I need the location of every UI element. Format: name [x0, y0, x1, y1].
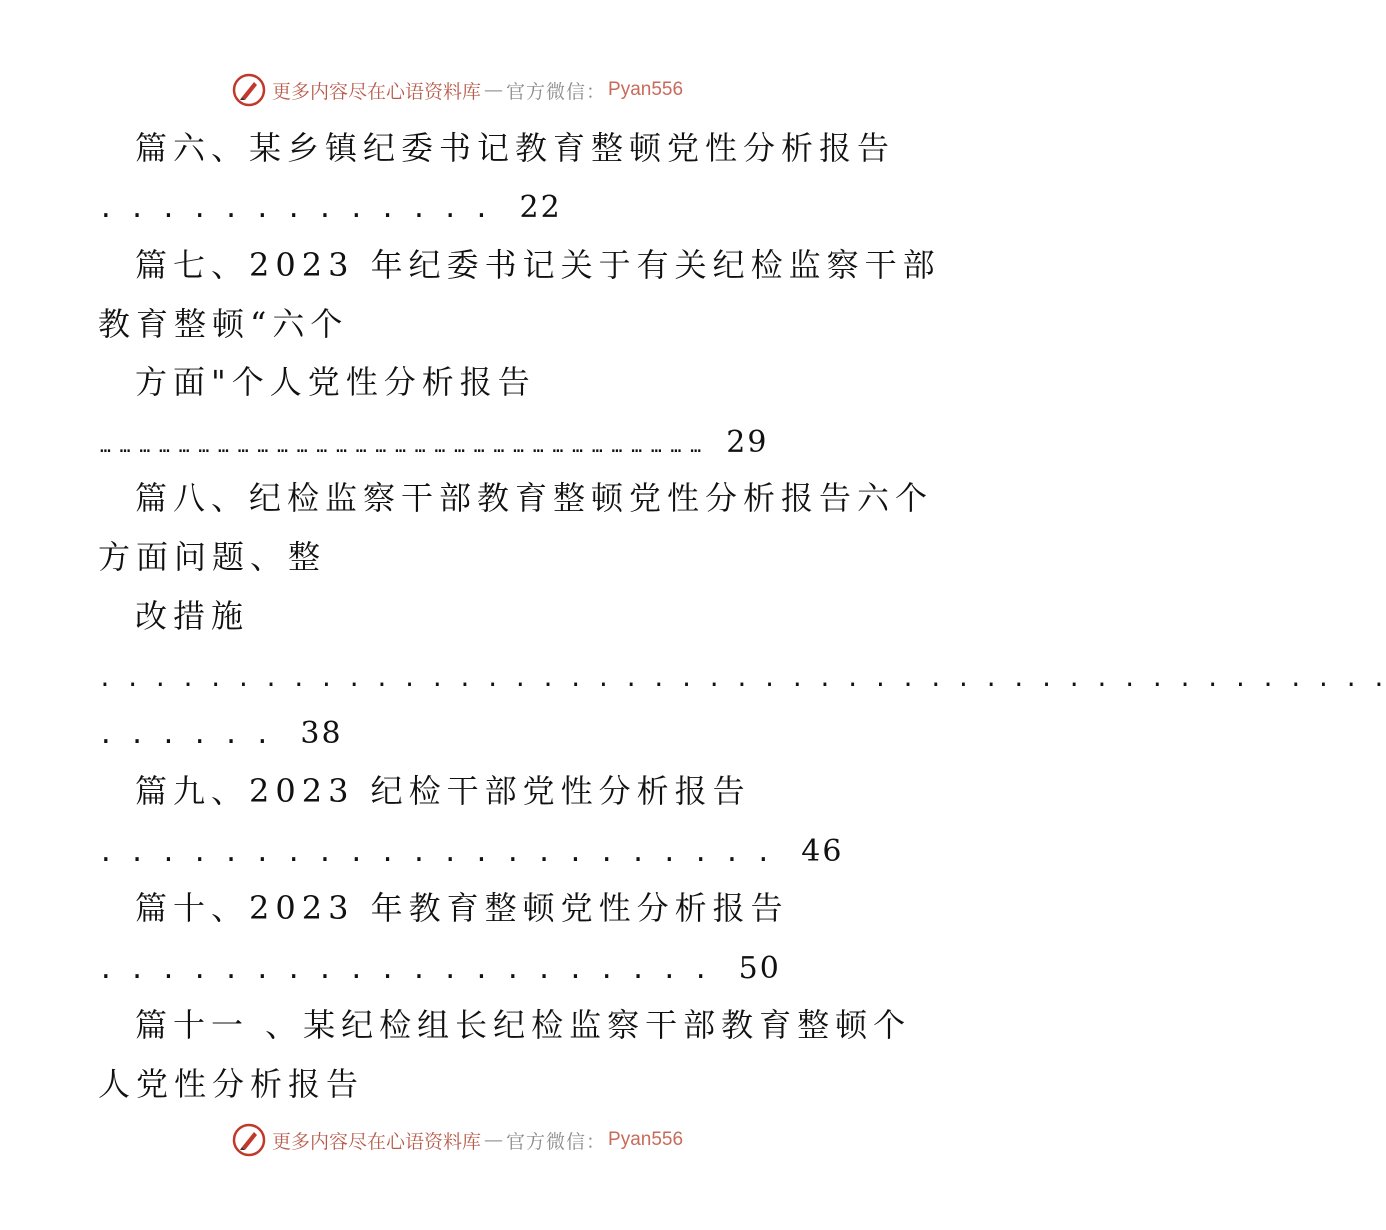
header-watermark [232, 70, 683, 110]
toc-title-8-line2[interactable]: 方面问题、整 [98, 538, 327, 576]
toc-leader-8-line1 [98, 655, 1386, 699]
toc-title-7-line3[interactable]: 方面"个人党性分析报告 [135, 363, 536, 401]
dot-leader: . . . . . . . . . . . . . . . . . . . . [98, 955, 709, 985]
toc-page-9: 46 [801, 834, 844, 869]
wechat-id: Pyan556 [608, 79, 684, 100]
pen-logo-icon [232, 1123, 266, 1157]
toc-page-10: 50 [738, 951, 781, 986]
banner-separator: — [484, 1129, 504, 1151]
wechat-label: 官方微信： [506, 80, 607, 103]
toc-leader-6 [98, 186, 562, 229]
toc-title-7-line1[interactable]: 篇七、2023 年纪委书记关于有关纪检监察干部 [135, 246, 941, 284]
toc-leader-7 [100, 421, 768, 467]
banner-text: 更多内容尽在心语资料库 [272, 80, 482, 103]
dot-leader: . . . . . . . . . . . . . [98, 194, 490, 224]
toc-leader-10 [98, 947, 781, 990]
toc-title-8-line3[interactable]: 改措施 [135, 597, 250, 635]
toc-title-6[interactable]: 篇六、某乡镇纪委书记教育整顿党性分析报告 [135, 129, 896, 167]
toc-page-8: 38 [300, 716, 343, 751]
wechat-label: 官方微信： [506, 1130, 607, 1153]
ellipsis-leader: … … … … … … … … … … … … … … … … … … … … … … … … … … … … … … … [100, 436, 701, 457]
toc-title-11-line2[interactable]: 人党性分析报告 [98, 1065, 365, 1103]
toc-title-8-line1[interactable]: 篇八、纪检监察干部教育整顿党性分析报告六个 [135, 479, 934, 517]
banner-text: 更多内容尽在心语资料库 [272, 1130, 482, 1153]
banner-separator: — [484, 79, 504, 101]
toc-title-7-line2[interactable]: 教育整顿“六个 [98, 305, 349, 343]
footer-watermark [232, 1120, 683, 1160]
dot-leader: . . . . . . . . . . . . . . . . . . . . . . [98, 838, 772, 868]
toc-title-11-line1[interactable]: 篇十一 、某纪检组长纪检监察干部教育整顿个 [135, 1006, 912, 1044]
toc-title-9[interactable]: 篇九、2023 纪检干部党性分析报告 [135, 772, 751, 810]
dot-leader: . . . . . . . . . . . . . . . . . . . . . . . . . . . . . . . . . . . . . . . . . . . . . . . [98, 666, 1386, 692]
toc-page-7: 29 [726, 425, 769, 460]
pen-logo-icon [232, 73, 266, 107]
toc-page-6: 22 [519, 190, 562, 225]
wechat-id: Pyan556 [608, 1129, 684, 1150]
toc-leader-8-line2 [98, 712, 343, 755]
toc-title-10[interactable]: 篇十、2023 年教育整顿党性分析报告 [135, 889, 789, 927]
dot-leader: . . . . . . [98, 720, 271, 750]
toc-leader-9 [98, 830, 843, 873]
